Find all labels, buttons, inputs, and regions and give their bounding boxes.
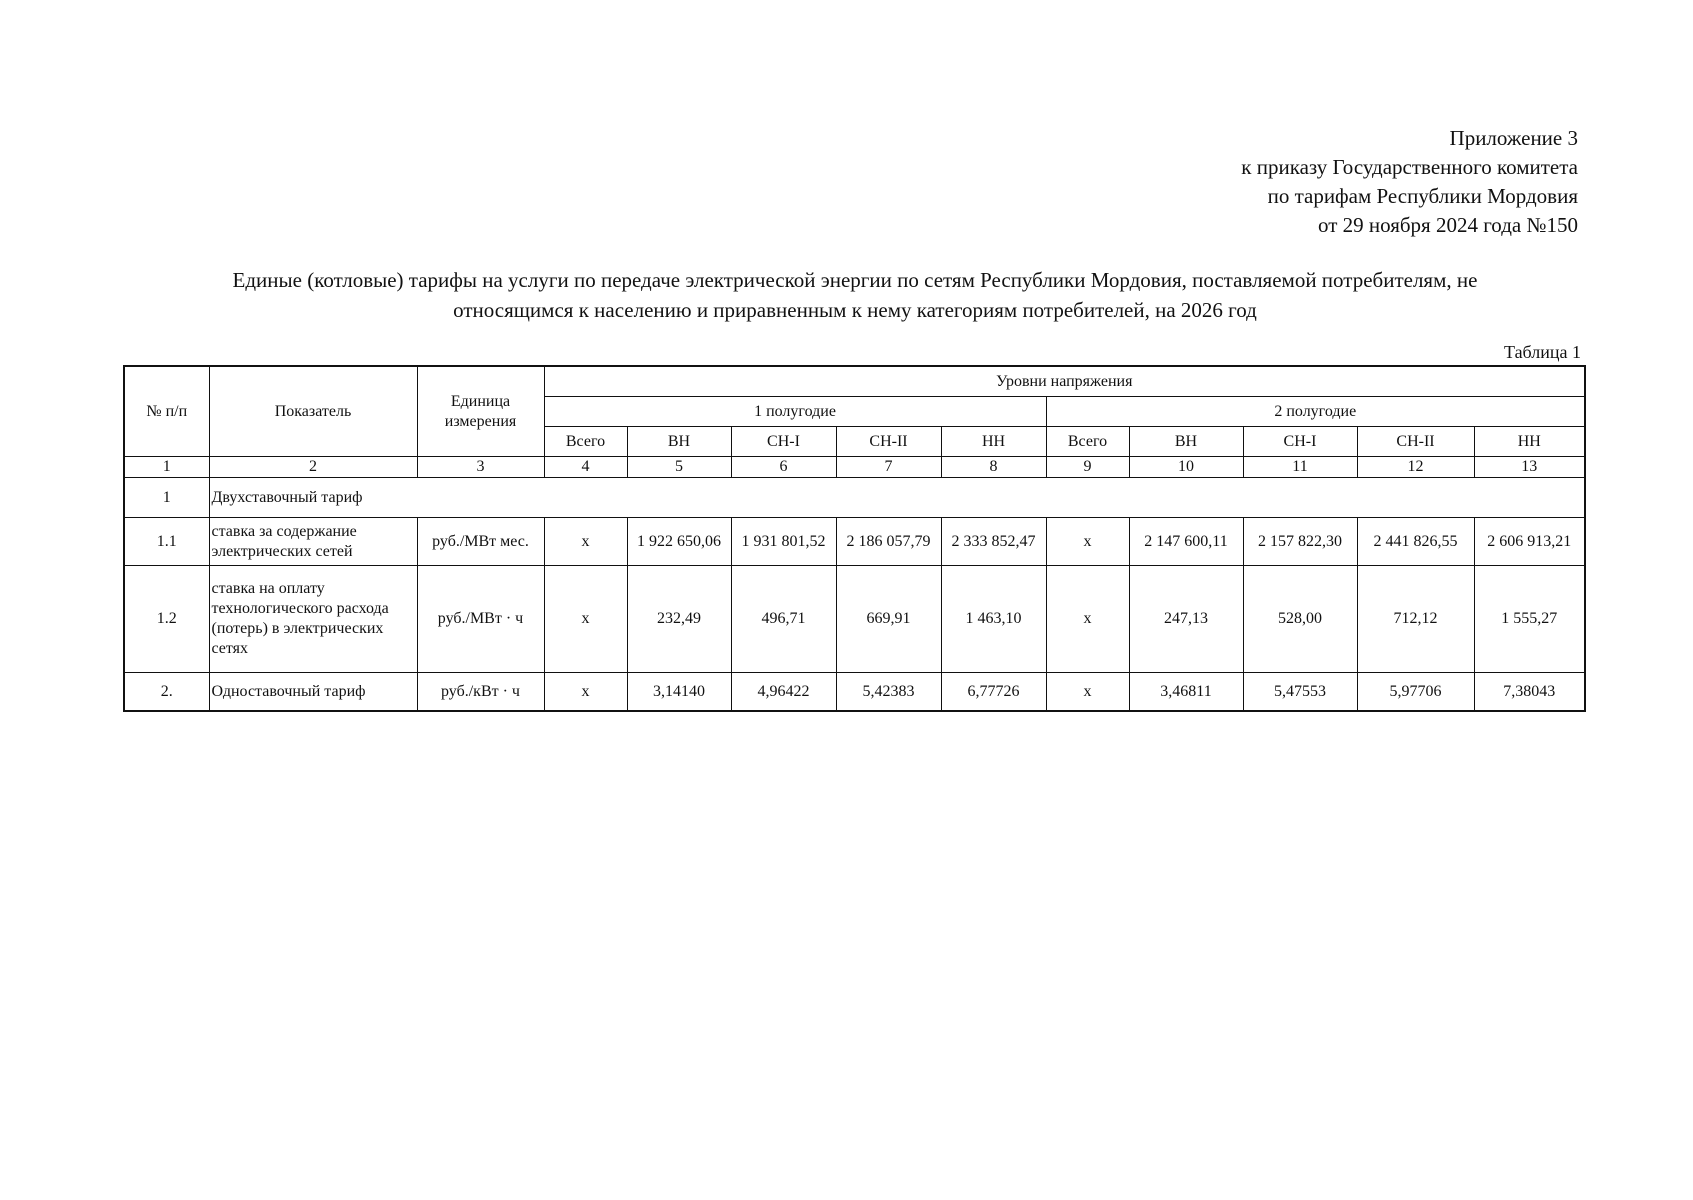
- row-value: 4,96422: [731, 673, 836, 712]
- header-sub-sn2-h1: СН-II: [836, 427, 941, 457]
- row-unit: руб./кВт · ч: [417, 673, 544, 712]
- header-sub-sn1-h1: СН-I: [731, 427, 836, 457]
- column-number: 11: [1243, 457, 1357, 478]
- header-sub-nn-h1: НН: [941, 427, 1046, 457]
- row-value: 5,97706: [1357, 673, 1474, 712]
- row-value: 2 157 822,30: [1243, 518, 1357, 566]
- row-value: 2 147 600,11: [1129, 518, 1243, 566]
- row-value: 232,49: [627, 566, 731, 673]
- header-sub-nn-h2: НН: [1474, 427, 1585, 457]
- row-value: 2 186 057,79: [836, 518, 941, 566]
- row-value: x: [544, 566, 627, 673]
- section-num: 1: [124, 478, 209, 518]
- column-number: 2: [209, 457, 417, 478]
- header-sub-vn-h1: ВН: [627, 427, 731, 457]
- row-value: 712,12: [1357, 566, 1474, 673]
- row-num: 2.: [124, 673, 209, 712]
- header-sub-sn1-h2: СН-I: [1243, 427, 1357, 457]
- row-value: 3,46811: [1129, 673, 1243, 712]
- appendix-line-1: Приложение 3: [1449, 126, 1578, 150]
- column-number: 6: [731, 457, 836, 478]
- appendix-line-4: от 29 ноября 2024 года №150: [1317, 213, 1578, 237]
- row-value: x: [1046, 673, 1129, 712]
- appendix-header: [1241, 124, 1578, 240]
- row-value: 2 606 913,21: [1474, 518, 1585, 566]
- header-sub-sn2-h2: СН-II: [1357, 427, 1474, 457]
- row-value: 1 555,27: [1474, 566, 1585, 673]
- column-number: 5: [627, 457, 731, 478]
- column-number: 3: [417, 457, 544, 478]
- column-number-row: [124, 457, 1585, 478]
- column-number: 12: [1357, 457, 1474, 478]
- row-value: 1 463,10: [941, 566, 1046, 673]
- row-value: 3,14140: [627, 673, 731, 712]
- header-row-1: [124, 366, 1585, 397]
- row-indicator: ставка на оплату технологического расхода (потерь) в электрических сетях: [209, 566, 417, 673]
- row-num: 1.1: [124, 518, 209, 566]
- tariff-table: [123, 365, 1586, 712]
- section-row-two-rate: [124, 478, 1585, 518]
- column-number: 10: [1129, 457, 1243, 478]
- row-value: x: [1046, 518, 1129, 566]
- table-row: [124, 673, 1585, 712]
- header-half-1: 1 полугодие: [544, 397, 1046, 427]
- row-value: x: [544, 673, 627, 712]
- column-number: 8: [941, 457, 1046, 478]
- header-num: № п/п: [124, 366, 209, 457]
- title-line-2: относящимся к населению и приравненным к нему категориям потребителей, на 2026 год: [453, 298, 1257, 322]
- table-row: [124, 566, 1585, 673]
- title-line-1: Единые (котловые) тарифы на услуги по передаче электрической энергии по сетям Республики Мордовия, поставляемой потребителям, не: [232, 268, 1478, 292]
- row-value: 496,71: [731, 566, 836, 673]
- row-value: 1 931 801,52: [731, 518, 836, 566]
- header-half-2: 2 полугодие: [1046, 397, 1585, 427]
- column-number: 9: [1046, 457, 1129, 478]
- header-sub-total-h1: Всего: [544, 427, 627, 457]
- row-value: 7,38043: [1474, 673, 1585, 712]
- column-number: 4: [544, 457, 627, 478]
- row-value: x: [544, 518, 627, 566]
- row-value: 2 441 826,55: [1357, 518, 1474, 566]
- row-value: 1 922 650,06: [627, 518, 731, 566]
- section-label: Двухставочный тариф: [209, 478, 1585, 518]
- column-number: 7: [836, 457, 941, 478]
- row-indicator: ставка за содержание электрических сетей: [209, 518, 417, 566]
- appendix-line-2: к приказу Государственного комитета: [1241, 155, 1578, 179]
- row-value: 5,47553: [1243, 673, 1357, 712]
- row-unit: руб./МВт мес.: [417, 518, 544, 566]
- row-value: 5,42383: [836, 673, 941, 712]
- table-row: [124, 518, 1585, 566]
- row-num: 1.2: [124, 566, 209, 673]
- row-value: 247,13: [1129, 566, 1243, 673]
- row-indicator: Одноставочный тариф: [209, 673, 417, 712]
- row-value: x: [1046, 566, 1129, 673]
- row-unit: руб./МВт · ч: [417, 566, 544, 673]
- document-title: [150, 265, 1560, 325]
- header-unit: Единица измерения: [417, 366, 544, 457]
- row-value: 6,77726: [941, 673, 1046, 712]
- appendix-line-3: по тарифам Республики Мордовия: [1267, 184, 1578, 208]
- header-indicator: Показатель: [209, 366, 417, 457]
- row-value: 669,91: [836, 566, 941, 673]
- header-sub-vn-h2: ВН: [1129, 427, 1243, 457]
- table-caption: Таблица 1: [1504, 342, 1581, 362]
- column-number: 1: [124, 457, 209, 478]
- header-sub-total-h2: Всего: [1046, 427, 1129, 457]
- row-value: 2 333 852,47: [941, 518, 1046, 566]
- header-voltage-levels: Уровни напряжения: [544, 366, 1585, 397]
- column-number: 13: [1474, 457, 1585, 478]
- row-value: 528,00: [1243, 566, 1357, 673]
